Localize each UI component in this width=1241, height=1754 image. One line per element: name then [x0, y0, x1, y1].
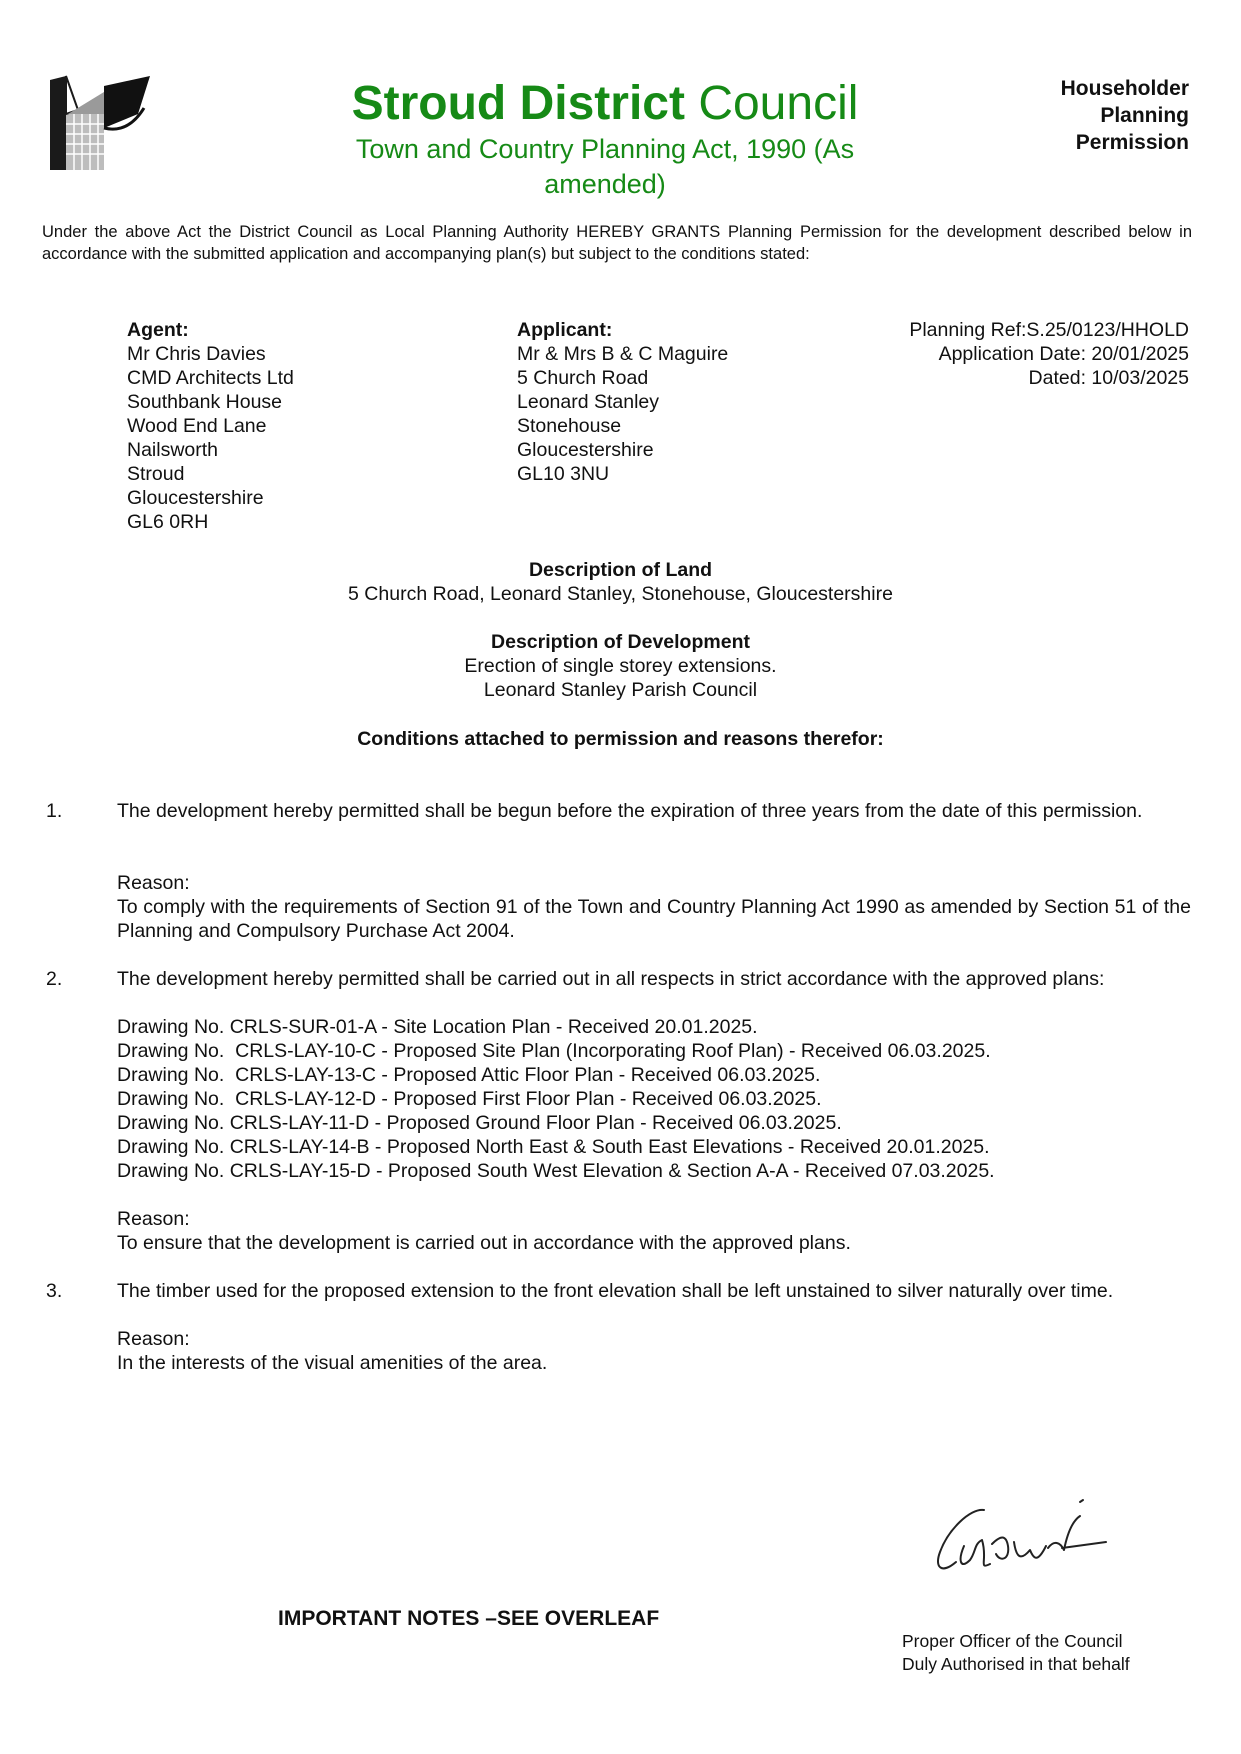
- list-item: Drawing No. CRLS-LAY-14-B - Proposed North East & South East Elevations - Received 20.01.2025.: [117, 1136, 990, 1158]
- condition-reason: Reason: In the interests of the visual amenities of the area.: [117, 1328, 548, 1374]
- intro-paragraph: Under the above Act the District Council as Local Planning Authority HEREBY GRANTS Planning Permission for the development described below in accordance with the submitted application and accompanying plan(s) but subject to the conditions stated:: [42, 223, 1192, 263]
- applicant-address: Applicant: Mr & Mrs B & C Maguire 5 Church Road Leonard Stanley Stonehouse Gloucestershire GL10 3NU: [517, 319, 729, 485]
- description-of-land: Description of Land 5 Church Road, Leonard Stanley, Stonehouse, Gloucestershire: [348, 559, 893, 605]
- important-notes: IMPORTANT NOTES –SEE OVERLEAF: [278, 1607, 660, 1630]
- condition-number: 3.: [46, 1280, 63, 1302]
- list-item: Drawing No. CRLS-LAY-10-C - Proposed Site Plan (Incorporating Roof Plan) - Received 06.03.2025.: [117, 1040, 991, 1062]
- description-of-development: Description of Development Erection of single storey extensions. Leonard Stanley Parish Council: [464, 631, 777, 701]
- signature: [930, 1490, 1180, 1590]
- list-item: Drawing No. CRLS-LAY-11-D - Proposed Ground Floor Plan - Received 06.03.2025.: [117, 1112, 842, 1134]
- planning-references: [909, 318, 1189, 390]
- condition-number: 1.: [46, 800, 63, 822]
- conditions-heading: Conditions attached to permission and reasons therefor:: [357, 728, 884, 750]
- permission-type: Householder Planning Permission: [1060, 77, 1189, 154]
- act-title: Town and Country Planning Act, 1990 (As amended): [355, 134, 855, 199]
- officer-block: Proper Officer of the Council Duly Authorised in that behalf: [902, 1631, 1130, 1674]
- planning-ref: Planning Ref:S.25/0123/HHOLD: [909, 319, 1189, 341]
- agent-address: Agent: Mr Chris Davies CMD Architects Ltd Southbank House Wood End Lane Nailsworth Stroud Gloucestershire GL6 0RH: [127, 319, 294, 533]
- condition-reason: Reason: To comply with the requirements of Section 91 of the Town and Country Planning Act 1990 as amended by Section 51 of the Planning and Compulsory Purchase Act 2004.: [117, 872, 1191, 942]
- dated: Dated: 10/03/2025: [1028, 367, 1189, 389]
- condition-text: The development hereby permitted shall be begun before the expiration of three years from the date of this permission.: [117, 800, 1143, 822]
- council-title: Stroud District Council: [351, 77, 859, 130]
- council-logo: [48, 74, 152, 174]
- condition-reason: Reason: To ensure that the development is carried out in accordance with the approved plans.: [117, 1208, 851, 1254]
- list-item: Drawing No. CRLS-LAY-15-D - Proposed South West Elevation & Section A-A - Received 07.03.2025.: [117, 1160, 995, 1182]
- list-item: Drawing No. CRLS-LAY-12-D - Proposed First Floor Plan - Received 06.03.2025.: [117, 1088, 822, 1110]
- list-item: Drawing No. CRLS-LAY-13-C - Proposed Attic Floor Plan - Received 06.03.2025.: [117, 1064, 821, 1086]
- condition-text: The development hereby permitted shall be carried out in all respects in strict accordance with the approved plans:: [117, 968, 1105, 990]
- list-item: Drawing No. CRLS-SUR-01-A - Site Location Plan - Received 20.01.2025.: [117, 1016, 758, 1038]
- drawing-list: [117, 1015, 1191, 1183]
- condition-number: 2.: [46, 968, 63, 990]
- condition-text: The timber used for the proposed extension to the front elevation shall be left unstained to silver naturally over time.: [117, 1280, 1114, 1302]
- application-date: Application Date: 20/01/2025: [938, 343, 1189, 365]
